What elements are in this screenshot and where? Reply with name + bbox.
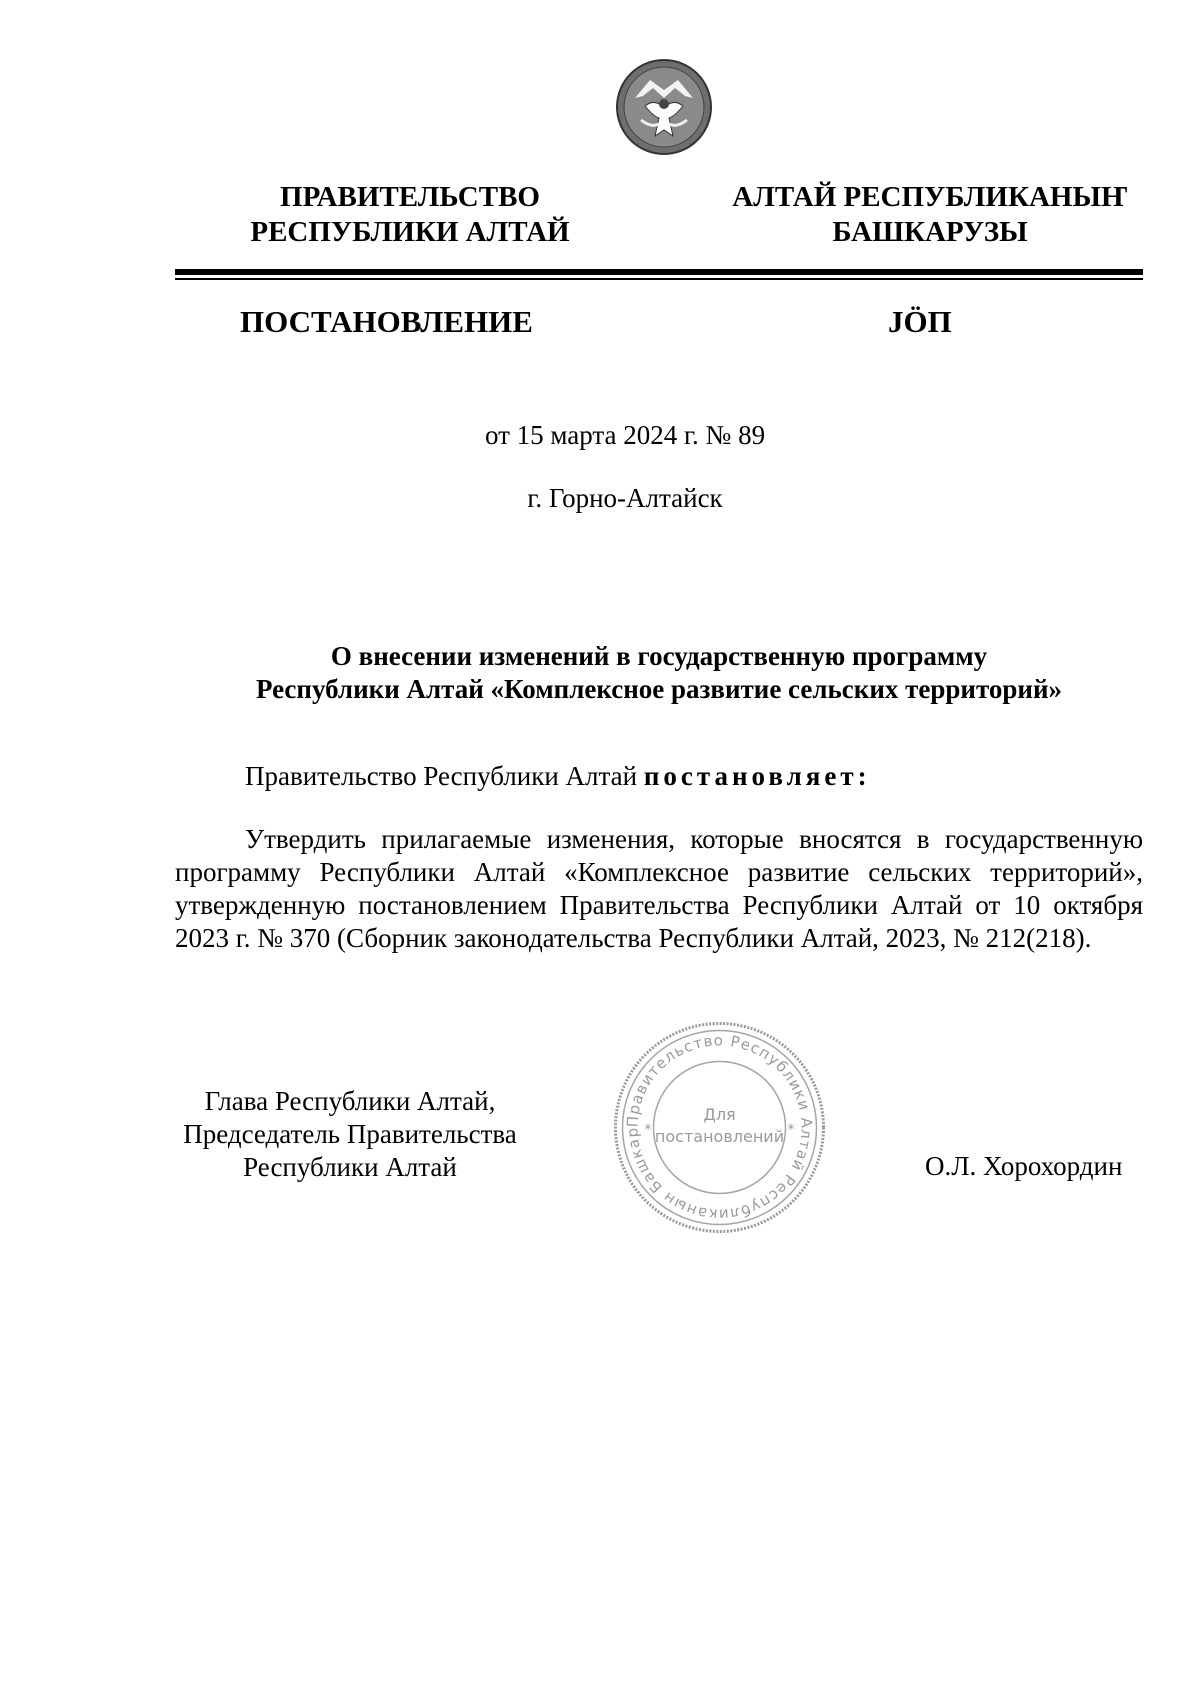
resolution-intro — [245, 759, 871, 793]
header-right — [720, 180, 1140, 250]
stamp-center-line1: Для — [703, 1105, 736, 1124]
date-number: от 15 марта 2024 г. № 89 — [484, 420, 766, 450]
position-line1: Глава Республики Алтай, — [204, 1086, 496, 1116]
header-left-line1: ПРАВИТЕЛЬСТВО — [280, 181, 540, 213]
doc-type-right: JӦП — [888, 304, 952, 339]
official-stamp — [612, 1020, 827, 1235]
coat-of-arms-emblem — [615, 58, 713, 156]
city: г. Горно-Алтайск — [527, 483, 723, 513]
header-left — [200, 180, 620, 250]
svg-text:*: * — [644, 1122, 652, 1138]
svg-text:*: * — [787, 1122, 795, 1138]
header-divider-thin — [175, 278, 1143, 280]
header-right-line1: АЛТАЙ РЕСПУБЛИКАНЫҤ — [732, 181, 1128, 213]
doc-type-left: ПОСТАНОВЛЕНИЕ — [240, 304, 533, 339]
title-line1: О внесении изменений в государственную программу — [330, 641, 988, 671]
position-line2: Председатель Правительства — [183, 1119, 517, 1149]
signatory-name: О.Л. Хорохордин — [925, 1151, 1123, 1181]
intro-decrees: постановляет: — [643, 761, 871, 791]
body-paragraph: Утвердить прилагаемые изменения, которые вносятся в государственную программу Республики Алтай «Комплексное развитие сельских территорий», утвержденную постановлением Правительства Республики Алтай от 10 октября 2023 г. № 370 (Сборник законодательства Республики Алтай, 2023, № 212(218). — [175, 824, 1143, 953]
stamp-outer-text: Правительство Республики Алтай Республиканын Башкар — [623, 1031, 816, 1224]
signatory-position — [160, 1085, 540, 1184]
header-left-line2: РЕСПУБЛИКИ АЛТАЙ — [250, 216, 570, 248]
header-divider-thick — [175, 269, 1143, 275]
stamp-center-line2: постановлений — [654, 1127, 785, 1146]
title-line2: Республики Алтай «Комплексное развитие сельских территорий» — [255, 674, 1063, 704]
position-line3: Республики Алтай — [243, 1152, 457, 1182]
document-title — [175, 640, 1143, 706]
intro-text: Правительство Республики Алтай — [245, 761, 638, 791]
header-right-line2: БАШКАРУЗЫ — [832, 216, 1028, 248]
